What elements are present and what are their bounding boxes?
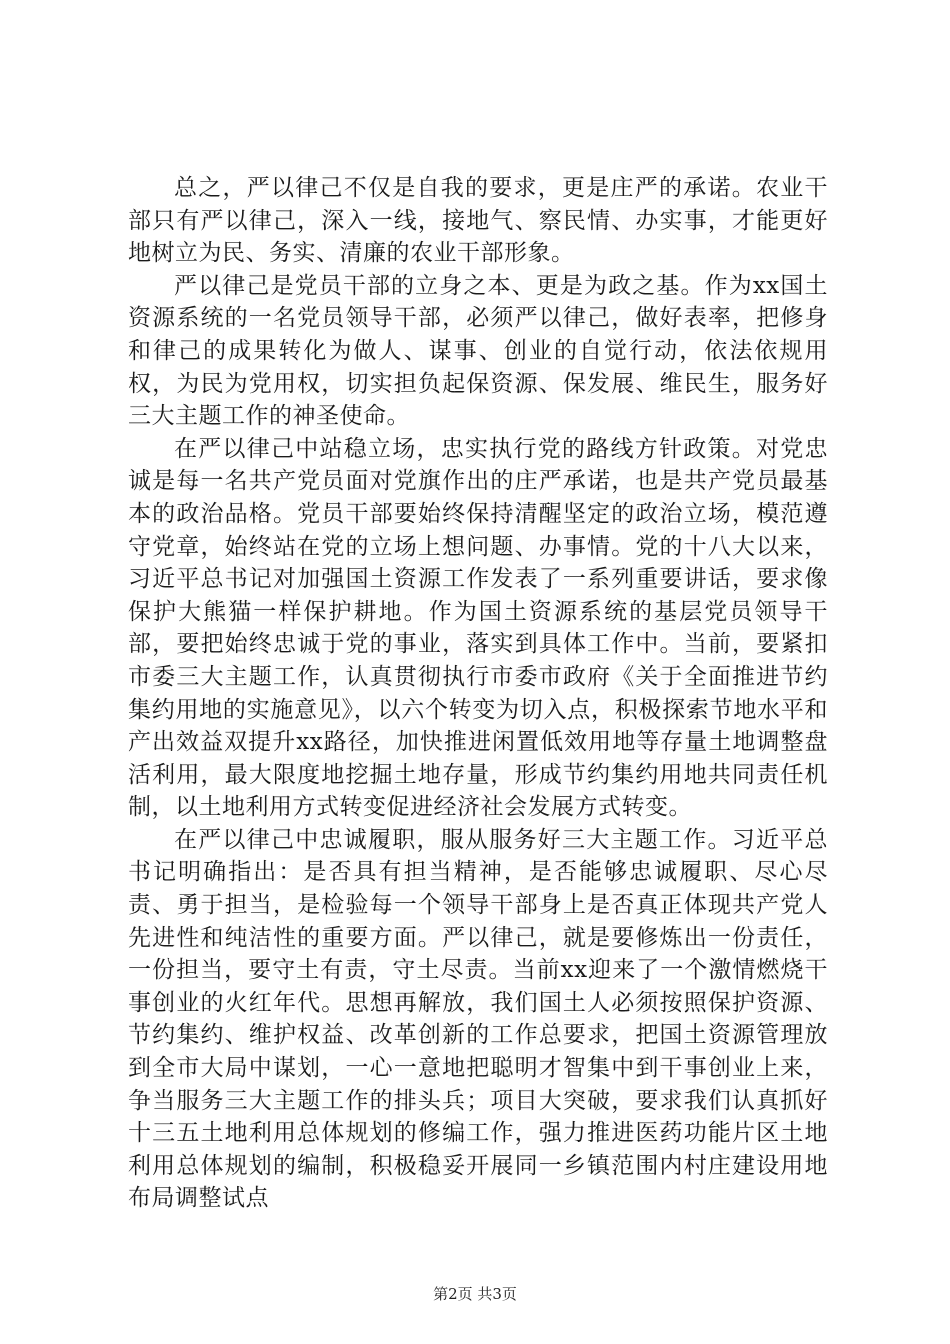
page-number-footer: 第2页 共3页: [433, 1285, 517, 1303]
paragraph-1: 总之，严以律己不仅是自我的要求，更是庄严的承诺。农业干部只有严以律己，深入一线，接地气、察民情、办实事，才能更好地树立为民、务实、清廉的农业干部形象。: [128, 175, 828, 267]
paragraph-3: 在严以律己中站稳立场，忠实执行党的路线方针政策。对党忠诚是每一名共产党员面对党旗作出的庄严承诺，也是共产党员最基本的政治品格。党员干部要始终保持清醒坚定的政治立场，模范遵守党章，始终站在党的立场上想问题、办事情。党的十八大以来，习近平总书记对加强国土资源工作发表了一系列重要讲话，要求像保护大熊猫一样保护耕地。作为国土资源系统的基层党员领导干部，要把始终忠诚于党的事业，落实到具体工作中。当前，要紧扣市委三大主题工作，认真贯彻执行市委市政府《关于全面推进节约集约用地的实施意见》，以六个转变为切入点，积极探索节地水平和产出效益双提升xx路径，加快推进闲置低效用地等存量土地调整盘活利用，最大限度地挖掘土地存量，形成节约集约用地共同责任机制，以土地利用方式转变促进经济社会发展方式转变。: [128, 435, 828, 821]
paragraph-4: 在严以律己中忠诚履职，服从服务好三大主题工作。习近平总书记明确指出：是否具有担当精神，是否能够忠诚履职、尽心尽责、勇于担当，是检验每一个领导干部身上是否真正体现共产党人先进性和纯洁性的重要方面。严以律己，就是要修炼出一份责任，一份担当，要守土有责，守土尽责。当前xx迎来了一个激情燃烧干事创业的火红年代。思想再解放，我们国土人必须按照保护资源、节约集约、维护权益、改革创新的工作总要求，把国土资源管理放到全市大局中谋划，一心一意地把聪明才智集中到干事创业上来，争当服务三大主题工作的排头兵；项目大突破，要求我们认真抓好十三五土地利用总体规划的修编工作，强力推进医药功能片区土地利用总体规划的编制，积极稳妥开展同一乡镇范围内村庄建设用地布局调整试点: [128, 826, 828, 1212]
document-body: [128, 172, 828, 1215]
paragraph-2: 严以律己是党员干部的立身之本、更是为政之基。作为xx国土资源系统的一名党员领导干部，必须严以律己，做好表率，把修身和律己的成果转化为做人、谋事、创业的自觉行动，依法依规用权，为民为党用权，切实担负起保资源、保发展、维民生，服务好三大主题工作的神圣使命。: [128, 272, 828, 430]
